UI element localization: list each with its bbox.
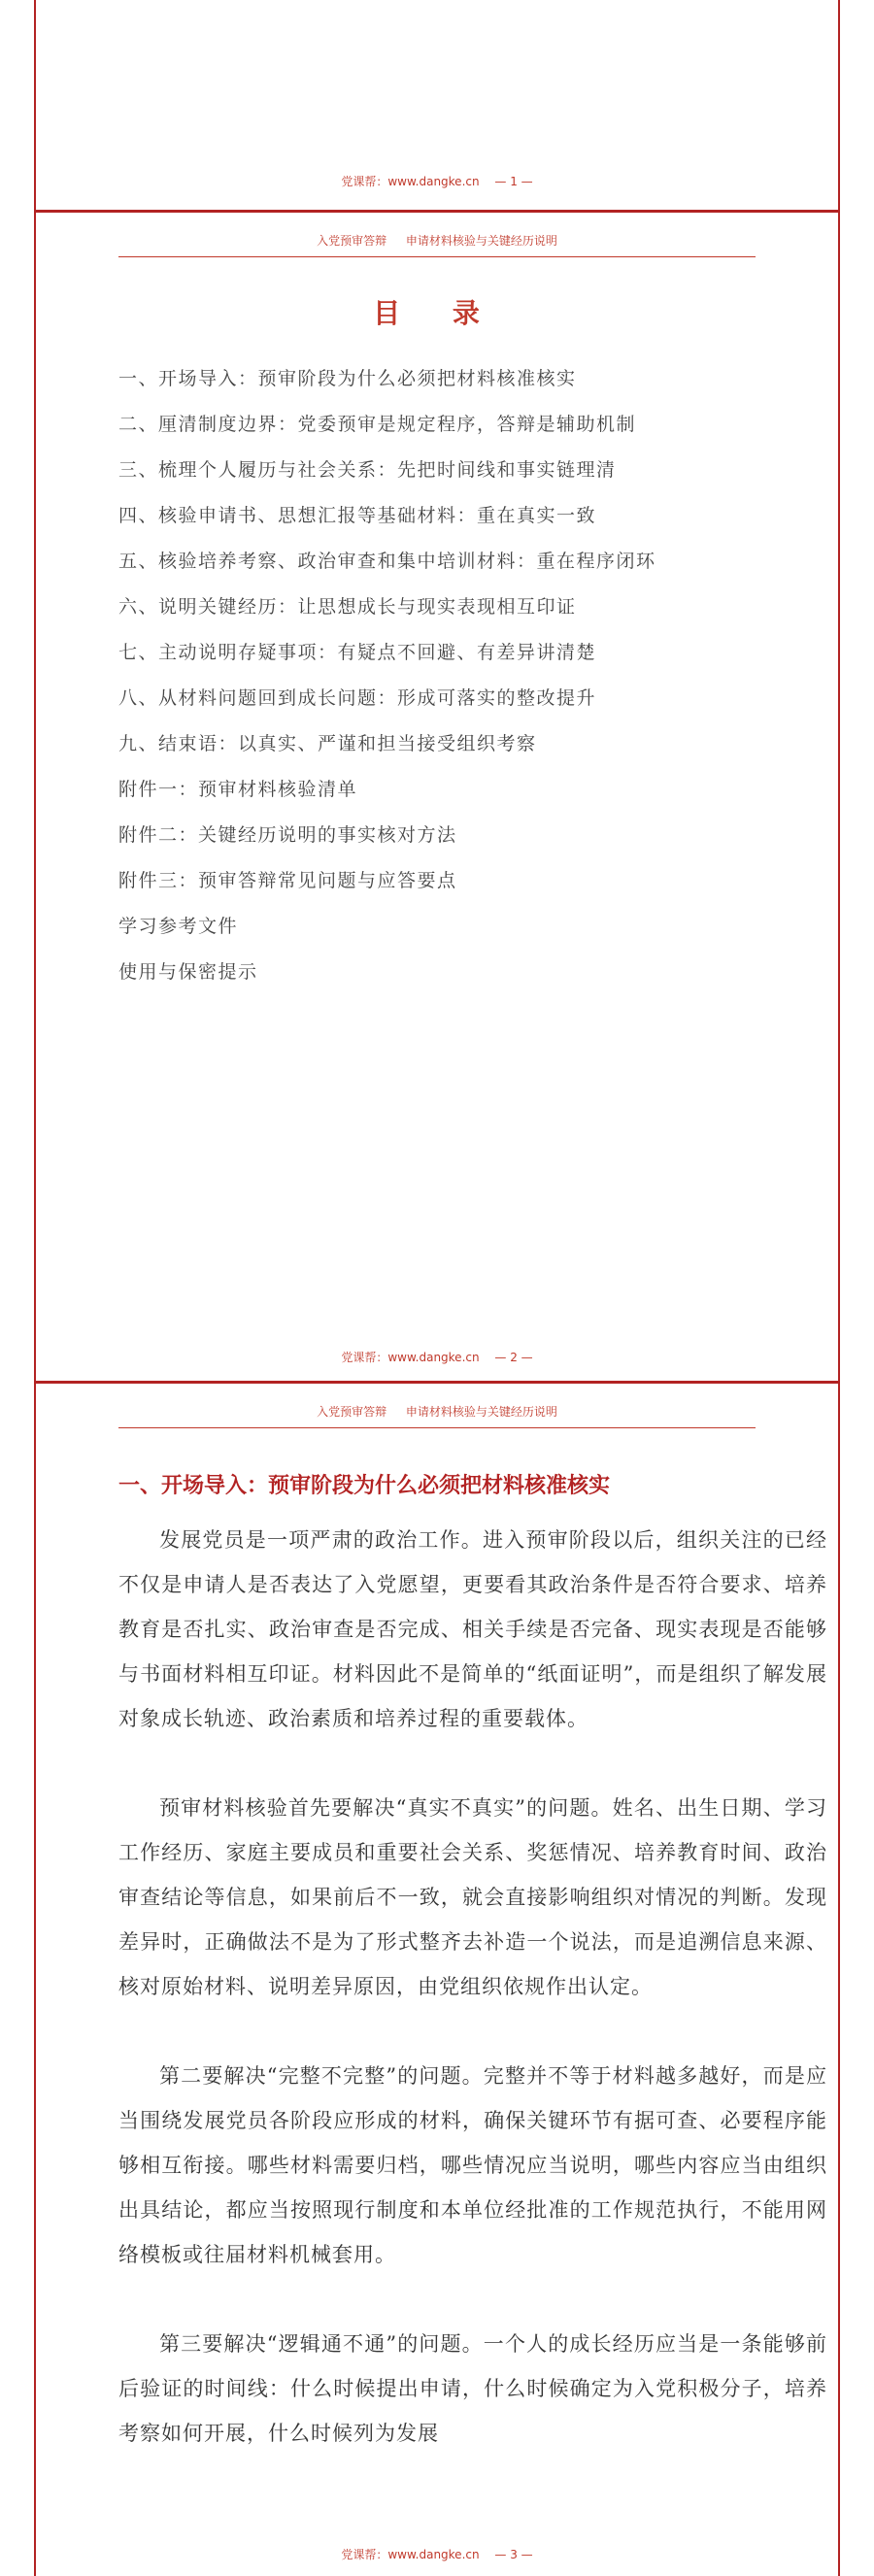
toc-item[interactable]: 六、说明关键经历：让思想成长与现实表现相互印证: [118, 596, 577, 618]
section-title: 一、开场导入：预审阶段为什么必须把材料核准核实: [118, 1474, 611, 1498]
page-footer: [36, 173, 838, 189]
footer-page-number: — 3 —: [494, 2548, 533, 2561]
footer-page-number: — 1 —: [494, 175, 533, 188]
header-right: 申请材料核验与关键经历说明: [405, 234, 557, 248]
toc-list: [118, 356, 656, 995]
page-2: [34, 213, 840, 1381]
toc-item[interactable]: 附件三：预审答辩常见问题与应答要点: [118, 870, 457, 891]
toc-item[interactable]: 九、结束语：以真实、严谨和担当接受组织考察: [118, 733, 537, 754]
toc-item[interactable]: 五、核验培养考察、政治审查和集中培训材料：重在程序闭环: [118, 551, 656, 572]
footer-page-number: — 2 —: [494, 1351, 533, 1364]
toc-item[interactable]: 八、从材料问题回到成长问题：形成可落实的整改提升: [118, 687, 597, 709]
footer-site: 党课帮：www.dangke.cn: [341, 2548, 480, 2561]
body-paragraph: 发展党员是一项严肃的政治工作。进入预审阶段以后，组织关注的已经不仅是申请人是否表达了入党愿望，更要看其政治条件是否符合要求、培养教育是否扎实、政治审查是否完成、相关手续是否完备、现实表现是否能够与书面材料相互印证。材料因此不是简单的“纸面证明”，而是组织了解发展对象成长轨迹、政治素质和培养过程的重要载体。: [118, 1528, 827, 1730]
page-footer: [36, 1349, 838, 1365]
header-right: 申请材料核验与关键经历说明: [405, 1405, 557, 1419]
page-header: [118, 1403, 756, 1428]
page-1: [34, 0, 840, 212]
page-3: [34, 1384, 840, 2576]
toc-item[interactable]: 附件一：预审材料核验清单: [118, 779, 358, 800]
toc-item[interactable]: 附件二：关键经历说明的事实核对方法: [118, 824, 457, 846]
toc-item[interactable]: 一、开场导入：预审阶段为什么必须把材料核准核实: [118, 368, 577, 389]
body-paragraph: 第二要解决“完整不完整”的问题。完整并不等于材料越多越好，而是应当围绕发展党员各阶段应形成的材料，确保关键环节有据可查、必要程序能够相互衔接。哪些材料需要归档，哪些情况应当说明，哪些内容应当由组织出具结论，都应当按照现行制度和本单位经批准的工作规范执行，不能用网络模板或往届材料机械套用。: [118, 2064, 827, 2266]
toc-item[interactable]: 使用与保密提示: [118, 961, 258, 983]
toc-item[interactable]: 七、主动说明存疑事项：有疑点不回避、有差异讲清楚: [118, 642, 597, 663]
header-left: 入党预审答辩: [317, 234, 387, 248]
footer-site: 党课帮：www.dangke.cn: [341, 175, 480, 188]
toc-item[interactable]: 四、核验申请书、思想汇报等基础材料：重在真实一致: [118, 505, 597, 526]
body-paragraph: 预审材料核验首先要解决“真实不真实”的问题。姓名、出生日期、学习工作经历、家庭主要成员和重要社会关系、奖惩情况、培养教育时间、政治审查结论等信息，如果前后不一致，就会直接影响组织对情况的判断。发现差异时，正确做法不是为了形式整齐去补造一个说法，而是追溯信息来源、核对原始材料、说明差异原因，由党组织依规作出认定。: [118, 1796, 827, 1998]
toc-item[interactable]: 学习参考文件: [118, 916, 239, 937]
page-header: [118, 232, 756, 257]
body-paragraph: 第三要解决“逻辑通不通”的问题。一个人的成长经历应当是一条能够前后验证的时间线：什么时候提出申请，什么时候确定为入党积极分子，培养考察如何开展，什么时候列为发展: [118, 2332, 827, 2445]
toc-item[interactable]: 三、梳理个人履历与社会关系：先把时间线和事实链理清: [118, 459, 617, 481]
page-footer: [36, 2546, 838, 2562]
header-left: 入党预审答辩: [317, 1405, 387, 1419]
toc-title: 目 录: [373, 297, 501, 329]
footer-site: 党课帮：www.dangke.cn: [341, 1351, 480, 1364]
toc-item[interactable]: 二、厘清制度边界：党委预审是规定程序，答辩是辅助机制: [118, 414, 637, 435]
